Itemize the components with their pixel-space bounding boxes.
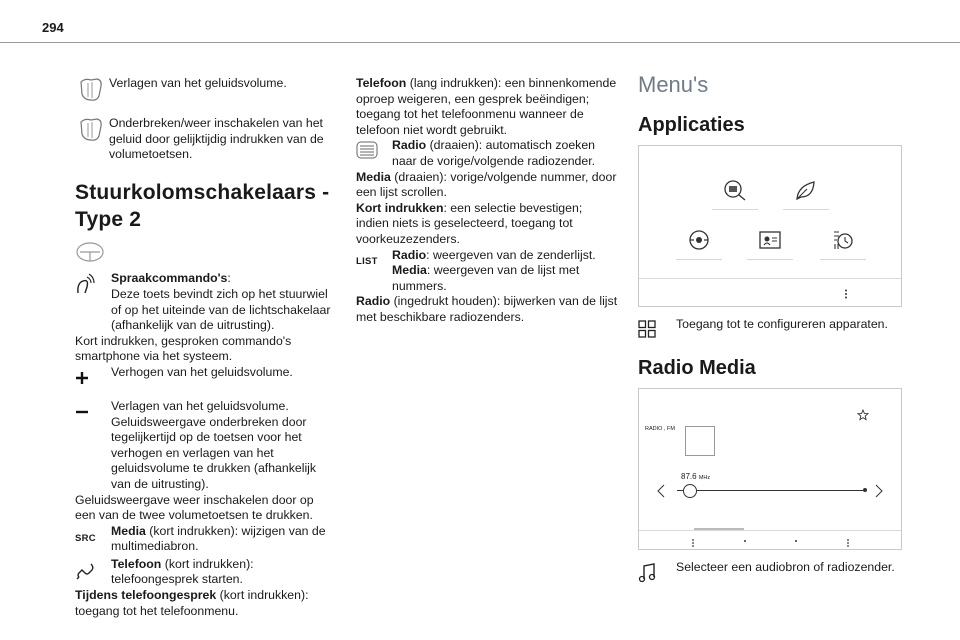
thumbwheel-icon <box>356 138 392 159</box>
menu-dots-right-icon[interactable] <box>846 536 850 552</box>
next-station-icon[interactable] <box>875 484 883 503</box>
list-icon: LIST <box>356 255 378 267</box>
voice-text-2: Kort indrukken, gesproken commando's smartphone via het systeem. <box>75 333 292 364</box>
kort-text: Kort indrukken: een selectie bevestigen; indien niets is geselecteerd, toegang tot voorkeuzezenders. <box>356 200 583 246</box>
voice-row <box>75 271 337 333</box>
app-eco-icon[interactable] <box>789 178 823 204</box>
voice-text: Spraakcommando's: Deze toets bevindt zich op het stuurwiel of op het uiteinde van de lichtschakelaar (afhankelijk van de uitrusting). <box>111 271 331 333</box>
more-icon[interactable] <box>844 288 848 304</box>
radio-row <box>356 138 618 169</box>
applications-screen <box>638 145 902 307</box>
radio-band-label: RADIO , FM <box>645 426 675 432</box>
grid-icon <box>638 317 676 338</box>
plus-icon <box>75 365 111 385</box>
plus-row <box>75 365 337 385</box>
app-contacts-icon[interactable] <box>753 228 787 254</box>
favourite-star-icon[interactable] <box>857 409 869 426</box>
music-note-icon <box>638 560 676 583</box>
app-connected-icon[interactable] <box>718 178 752 204</box>
steering-control-icon <box>73 76 109 102</box>
vol-down-text: Verlagen van het geluidsvolume. <box>109 76 287 90</box>
frequency-slider-handle[interactable] <box>683 484 697 498</box>
call-text: Tijdens telefoongesprek (kort indrukken): toegang tot het telefoonmenu. <box>75 588 309 618</box>
src-icon: SRC <box>75 532 96 544</box>
page-number: 294 <box>42 20 64 35</box>
phone-text: Telefoon (kort indrukken): telefoongesprek starten. <box>111 556 254 587</box>
radio-media-row <box>638 560 900 583</box>
app-bar-divider <box>639 278 901 279</box>
column-3 <box>638 72 900 583</box>
media-text: Media (draaien): vorige/volgende nummer, door een lijst scrollen. <box>356 169 617 200</box>
list-row <box>356 248 618 295</box>
steering-wheel-icon <box>75 241 337 268</box>
apps-row <box>638 317 900 338</box>
plus-text: Verhogen van het geluidsvolume. <box>111 364 293 379</box>
radio-bar-divider <box>639 530 901 531</box>
slider-end-dot <box>863 488 867 492</box>
vol-down-row <box>73 76 337 102</box>
mute-row <box>73 116 337 163</box>
mute-text: Onderbreken/weer inschakelen van het geluid door gelijktijdig indrukken van de volumetoetsen. <box>109 116 324 162</box>
prev-station-icon[interactable] <box>657 484 665 503</box>
list-text: Radio: weergeven van de zenderlijst. Media: weergeven van de lijst met nummers. <box>392 247 596 293</box>
dot-icon[interactable] <box>744 540 746 542</box>
column-1 <box>75 76 337 619</box>
radio-media-text: Selecteer een audiobron of radiozender. <box>676 560 895 574</box>
frequency-slider[interactable] <box>677 490 867 491</box>
telefoon-text: Telefoon (lang indrukken): een binnenkomende oproep weigeren, een gesprek beëindigen; toegang tot het telefoonmenu wanneer de telefoon niet wordt gebruikt. <box>356 76 617 137</box>
radio-media-heading: Radio Media <box>638 357 756 379</box>
radio-text: Radio (draaien): automatisch zoeken naar de vorige/volgende radiozender. <box>392 138 596 168</box>
dot-icon[interactable] <box>795 540 797 542</box>
apps-heading: Applicaties <box>638 114 745 136</box>
column-2 <box>356 76 618 326</box>
minus-icon <box>75 399 111 414</box>
phone-icon <box>75 557 111 581</box>
minus-text-3: Geluidsweergave weer inschakelen door op een van de twee volumetoetsen te drukken. <box>75 492 314 523</box>
minus-text: Verlagen van het geluidsvolume. Geluidsweergave onderbreken door tegelijkertijd op de toetsen voor het verhogen en verlagen van het geluidsvolume te drukken (afhankelijk van de uitrusting). <box>111 398 317 491</box>
src-text: Media (kort indrukken): wijzigen van de multimediabron. <box>111 523 326 554</box>
header-rule <box>0 42 960 43</box>
voice-command-icon <box>75 271 111 295</box>
active-tab-indicator <box>694 528 744 530</box>
app-climate-icon[interactable] <box>826 228 860 254</box>
phone-row <box>75 557 337 588</box>
app-settings-icon[interactable] <box>682 228 716 254</box>
steering-control-icon <box>73 116 109 142</box>
station-artwork <box>685 426 715 456</box>
frequency-display: 87.6 MHz <box>681 472 711 481</box>
menu-dots-left-icon[interactable] <box>691 536 695 552</box>
src-row <box>75 524 337 555</box>
minus-row <box>75 399 337 493</box>
radio2-text: Radio (ingedrukt houden): bijwerken van de lijst met beschikbare radiozenders. <box>356 294 618 324</box>
apps-text: Toegang tot te configureren apparaten. <box>676 317 888 331</box>
section-heading: Stuurkolomschakelaars - Type 2 <box>75 180 330 231</box>
radio-media-screen <box>638 388 902 550</box>
menus-heading: Menu's <box>638 72 709 97</box>
